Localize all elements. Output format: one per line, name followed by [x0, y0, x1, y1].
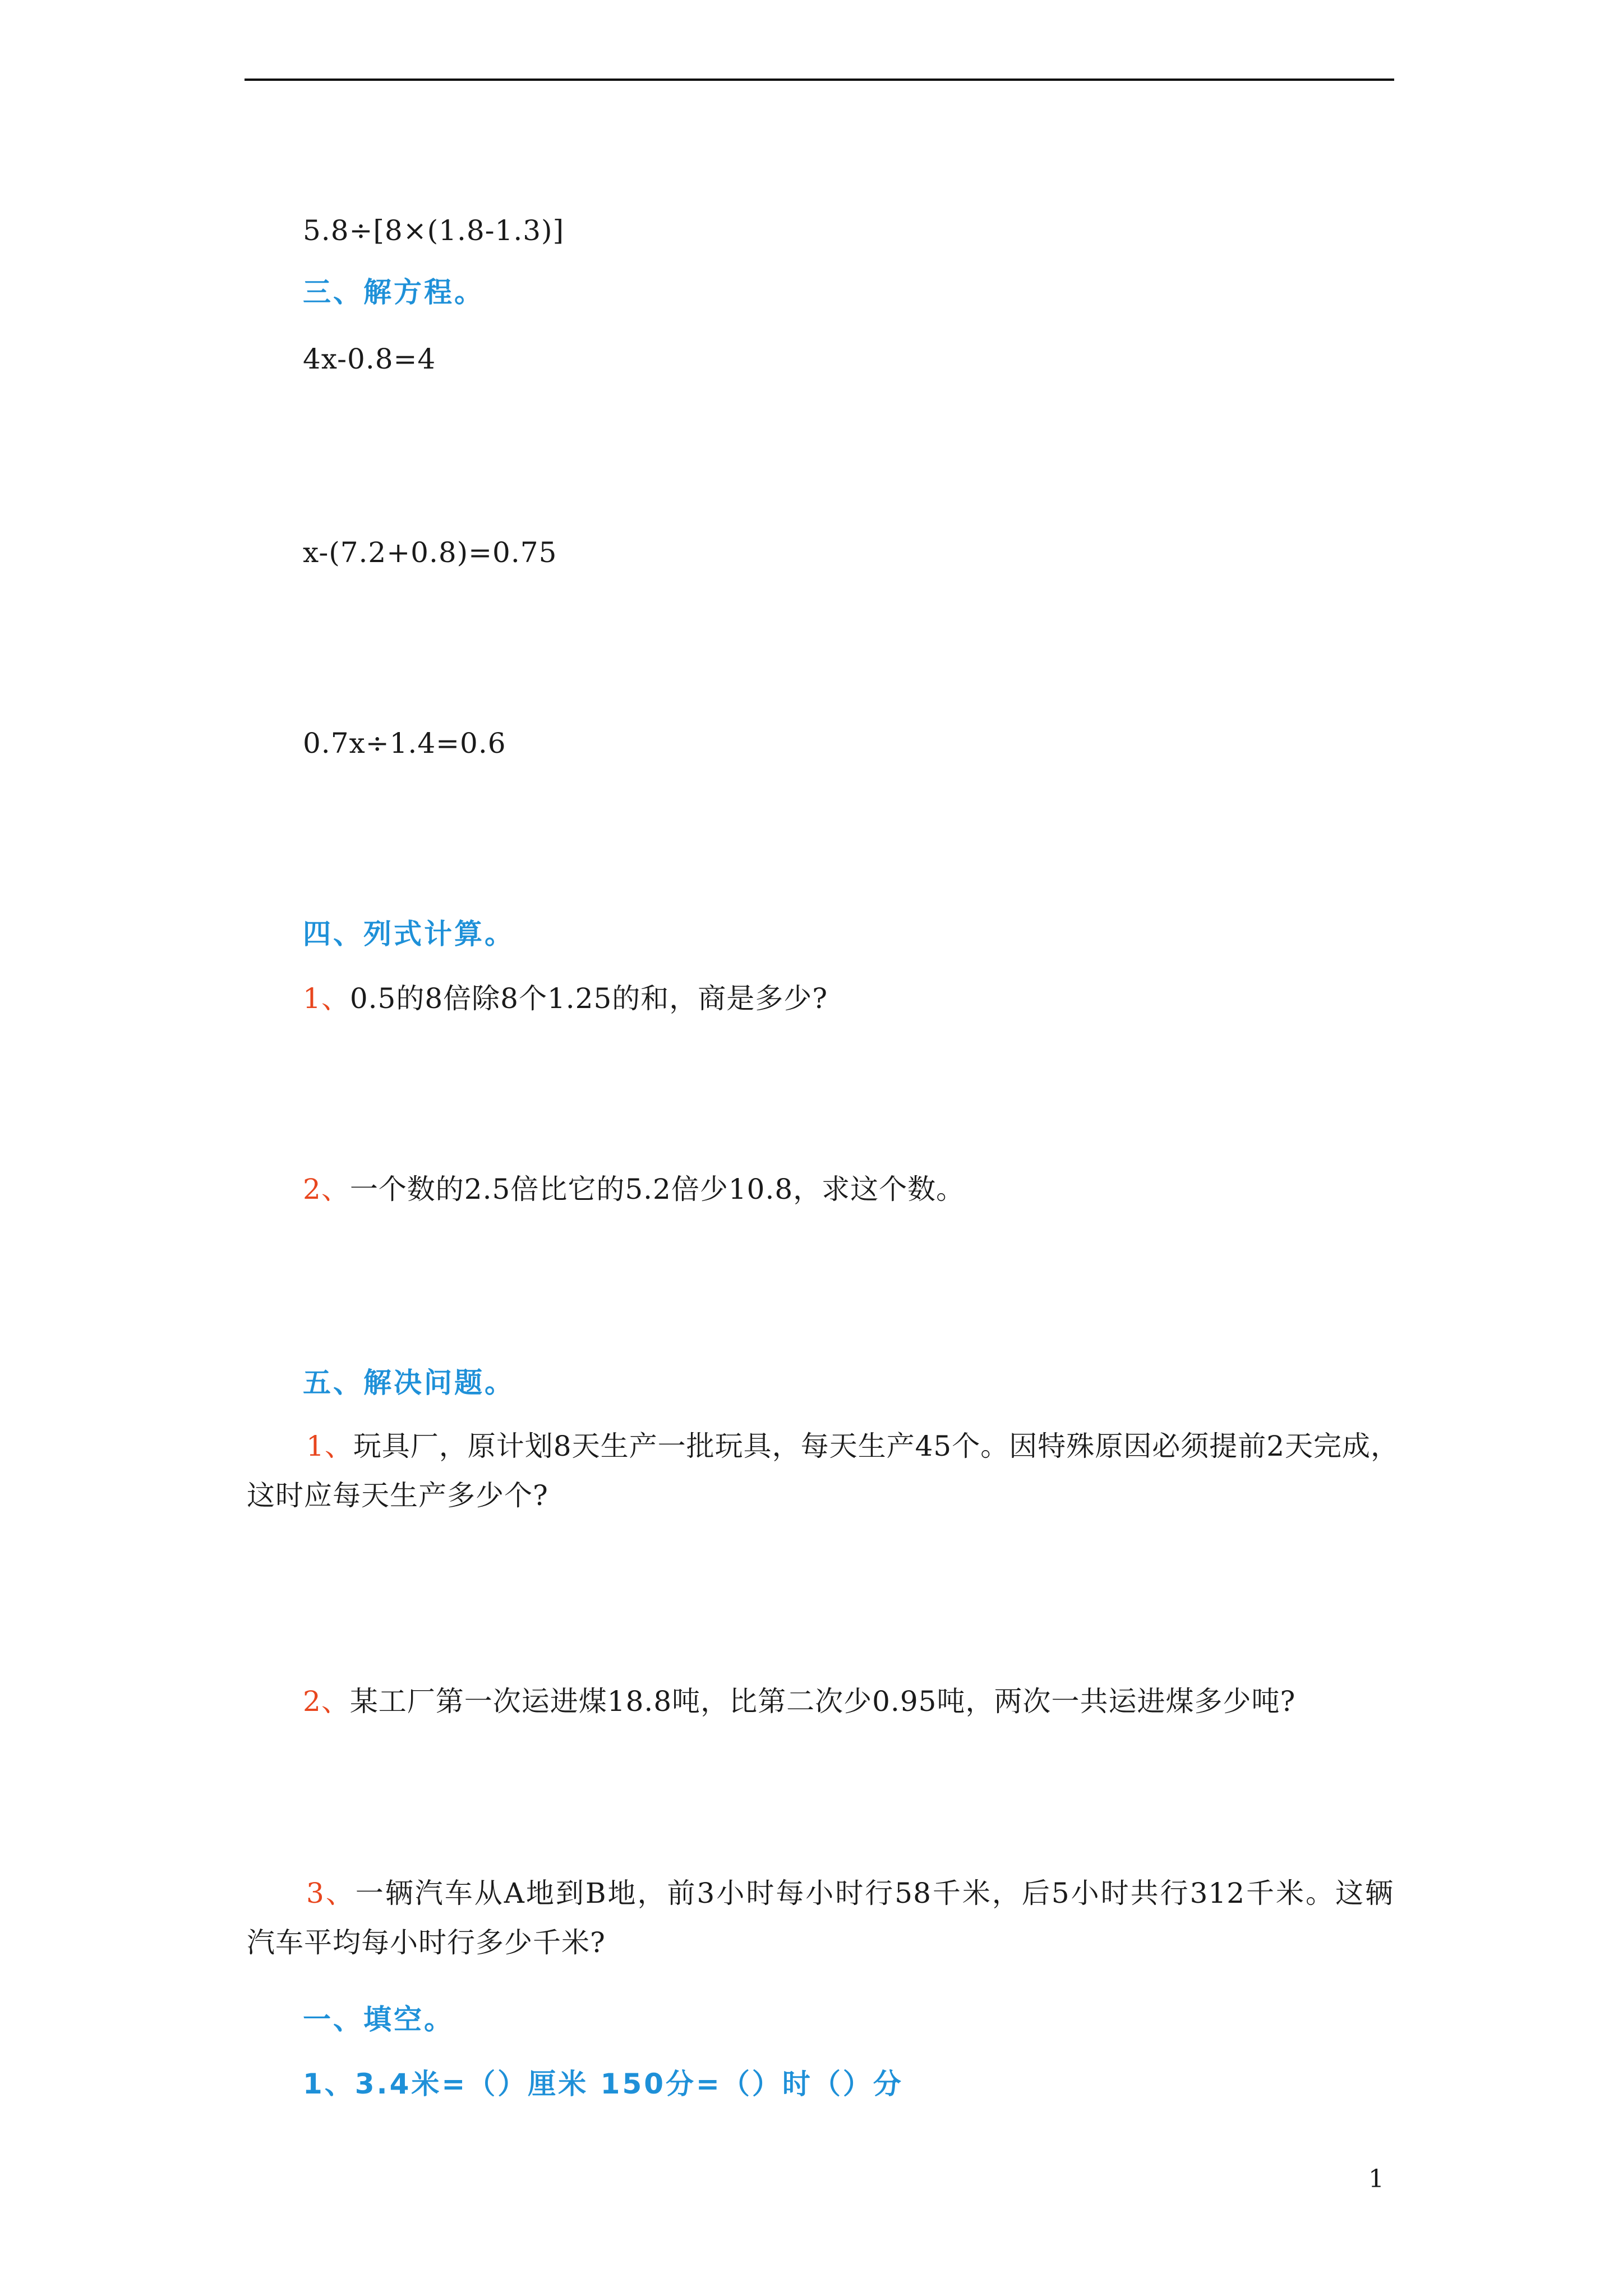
question-separator: 、 [321, 1173, 350, 1205]
problem-text: 某工厂第一次运进煤18.8吨，比第二次少0.95吨，两次一共运进煤多少吨? [349, 1685, 1296, 1718]
equation-2: x-(7.2+0.8)=0.75 [303, 536, 557, 569]
question-separator: 、 [321, 982, 350, 1015]
problem-line [247, 1427, 1400, 1466]
question-number: 1 [303, 982, 321, 1015]
problem-1 [247, 1427, 1400, 1515]
question-number: 2 [303, 1173, 321, 1205]
problem-separator: 、 [324, 1430, 353, 1462]
equation-1: 4x-0.8=4 [303, 343, 436, 375]
equation-3: 0.7x÷1.4=0.6 [303, 727, 506, 760]
fill-blank-item-1: 1、3.4米=（）厘米 150分=（）时（）分 [303, 2068, 903, 2100]
problem-line [247, 1874, 1394, 1913]
problem-2 [303, 1682, 1295, 1721]
section-1-title: 一、填空。 [303, 2003, 454, 2036]
question-text: 一个数的2.5倍比它的5.2倍少10.8，求这个数。 [349, 1173, 965, 1205]
page-number: 1 [1368, 2165, 1384, 2193]
header-rule [245, 79, 1394, 81]
section-3-title: 三、解方程。 [303, 276, 485, 309]
expression-line: 5.8÷[8×(1.8-1.3)] [303, 214, 565, 247]
calc-question-2 [303, 1170, 965, 1209]
problem-number: 1 [306, 1430, 325, 1462]
question-text: 0.5的8倍除8个1.25的和，商是多少? [349, 982, 828, 1015]
problem-line: 这时应每天生产多少个? [247, 1479, 548, 1512]
problem-number: 3 [306, 1877, 325, 1910]
problem-text: 一辆汽车从A地到B地，前3小时每小时行58千米，后5小时共行312千米。这辆 [355, 1877, 1394, 1910]
calc-question-1 [303, 979, 828, 1018]
problem-separator: 、 [324, 1877, 356, 1910]
problem-line: 汽车平均每小时行多少千米? [247, 1926, 606, 1959]
problem-text: 玩具厂，原计划8天生产一批玩具，每天生产45个。因特殊原因必须提前2天完成， [353, 1430, 1400, 1462]
problem-3 [247, 1874, 1394, 1962]
section-4-title: 四、列式计算。 [303, 918, 515, 950]
problem-separator: 、 [321, 1685, 350, 1718]
section-5-title: 五、解决问题。 [303, 1366, 515, 1399]
problem-number: 2 [303, 1685, 321, 1718]
